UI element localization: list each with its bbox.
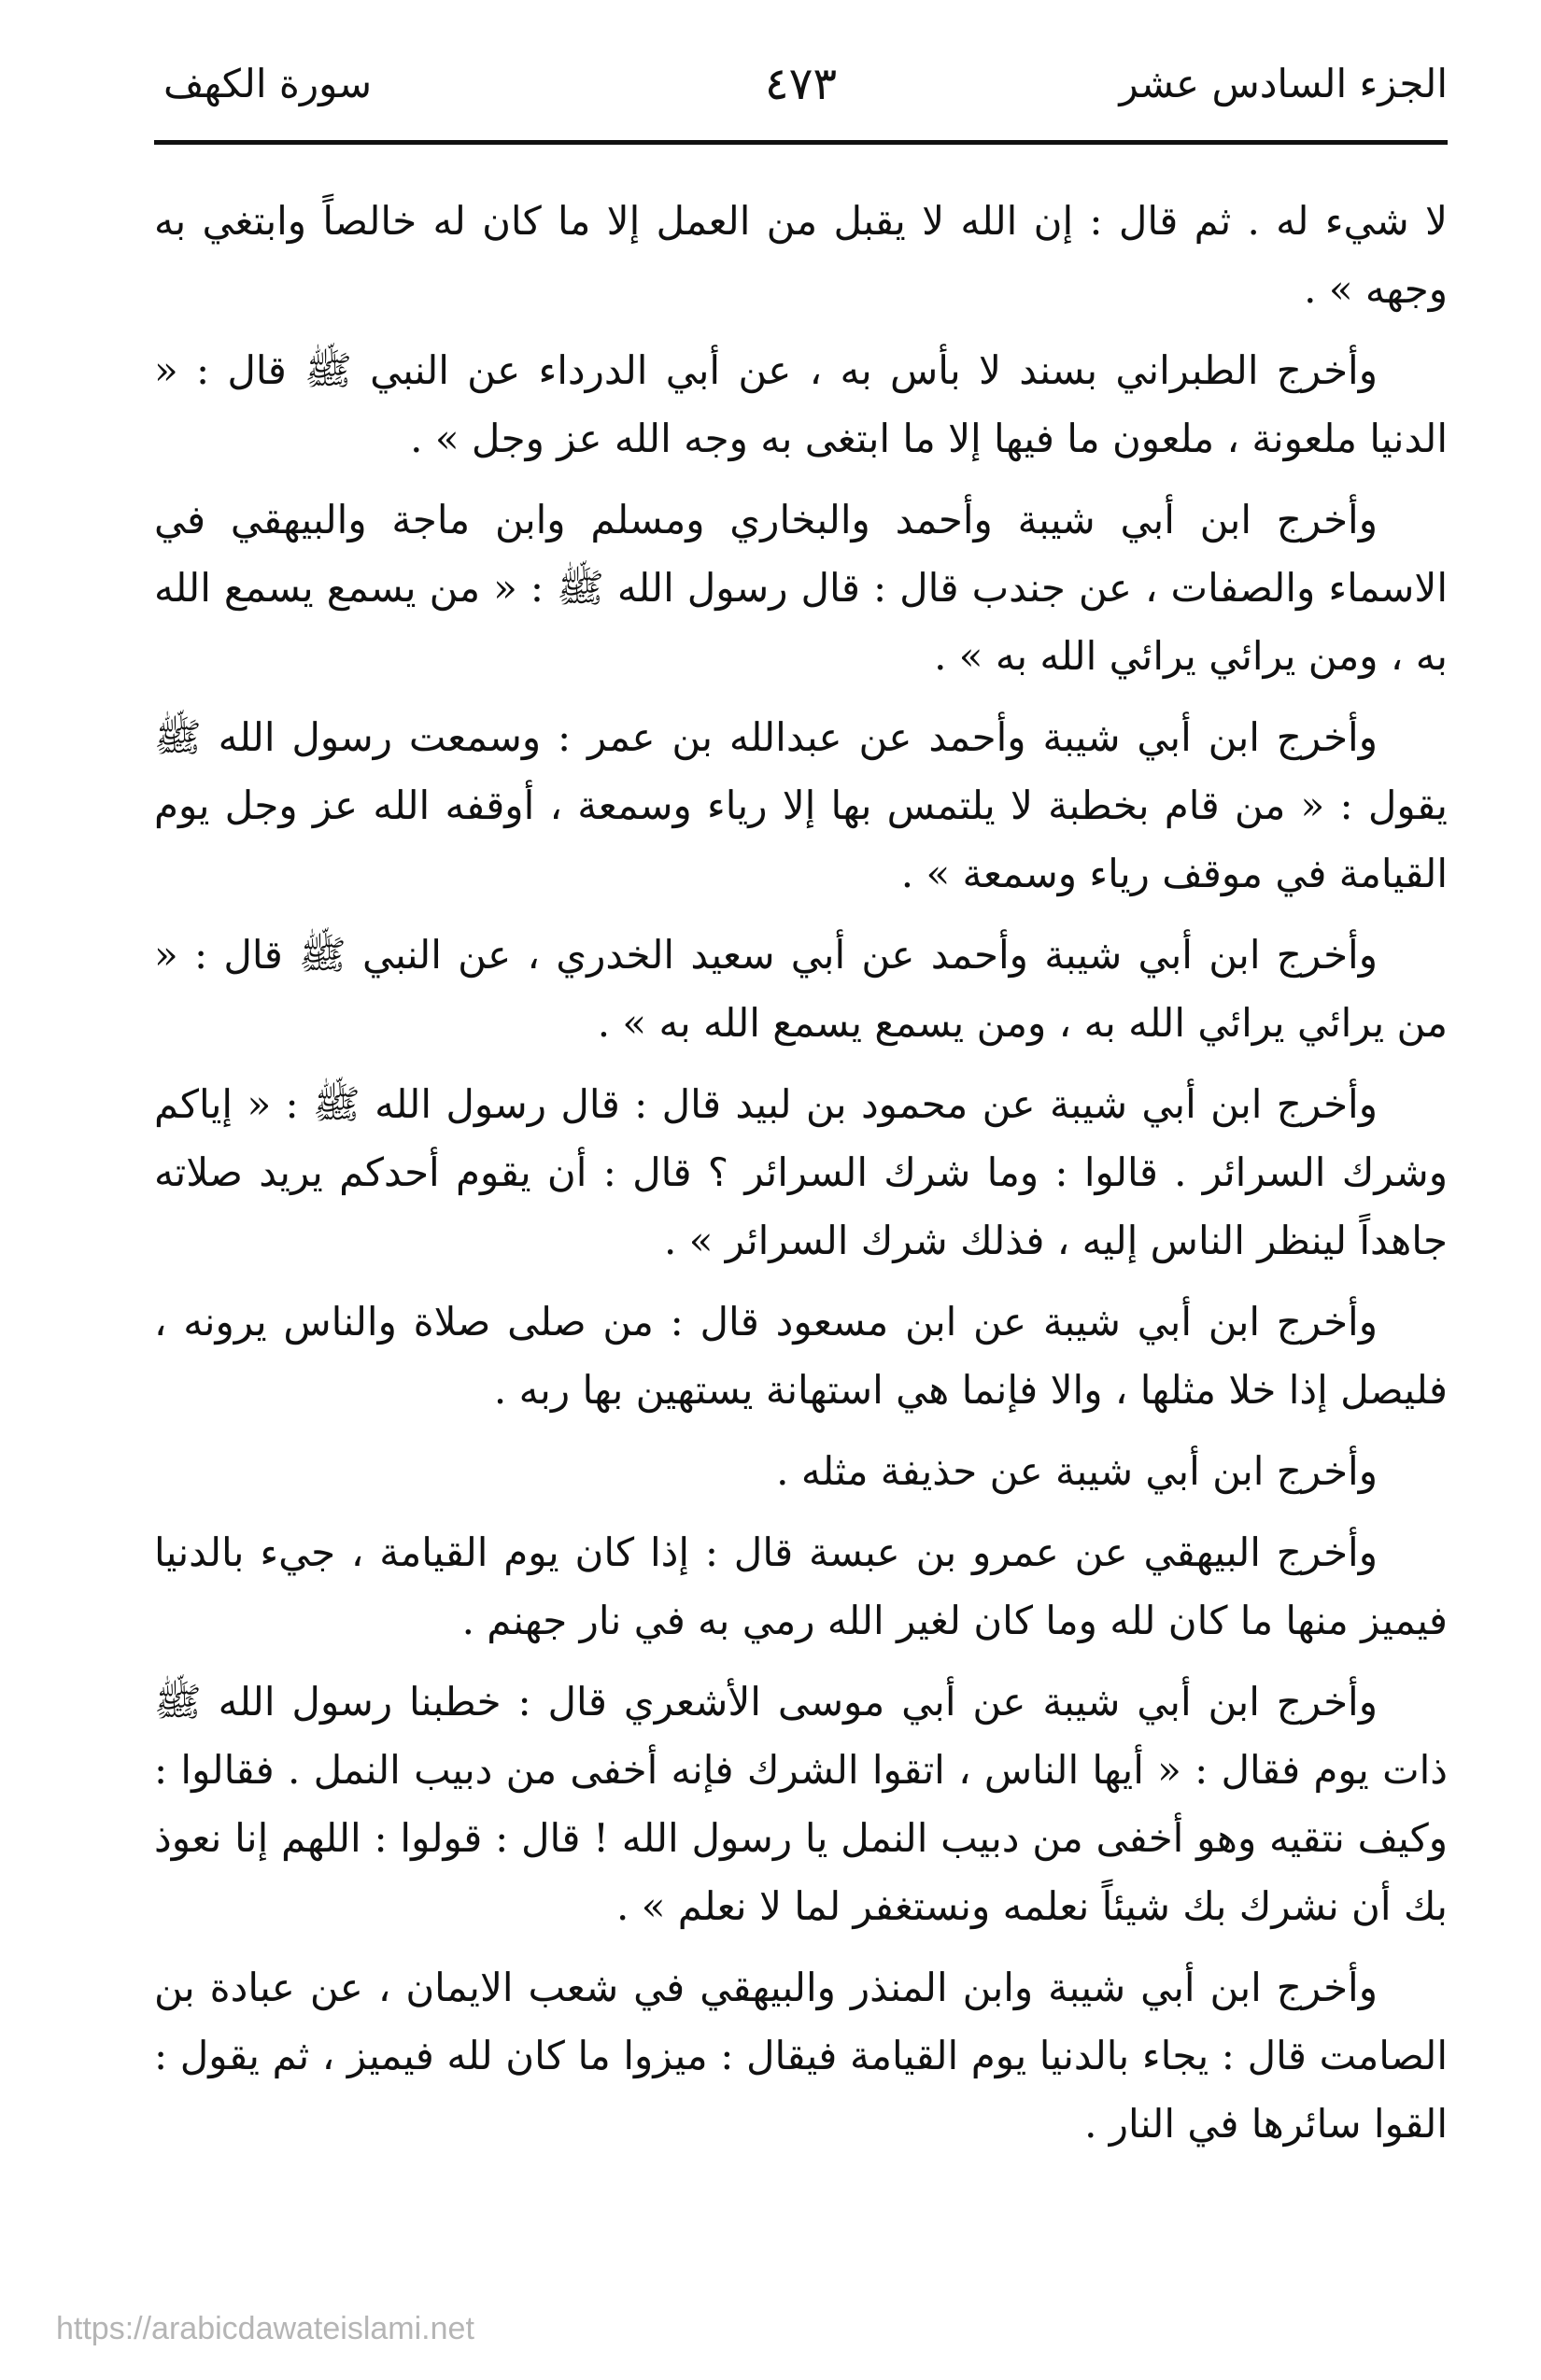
paragraph-ubada: وأخرج ابن أبي شيبة وابن المنذر والبيهقي في شعب الايمان ، عن عبادة بن الصامت قال : يجاء بالدنيا يوم القيامة فيقال : ميزوا ما كان لله فيميز ، ثم يقول : القوا سائرها في النار .	[154, 1965, 1448, 2147]
watermark-url: https://arabicdawateislami.net	[56, 2311, 474, 2346]
paragraph-amr-bin-abasa: وأخرج البيهقي عن عمرو بن عبسة قال : إذا كان يوم القيامة ، جيء بالدنيا فيميز منها ما كان لله وما كان لغير الله رمي به في نار جهنم .	[154, 1529, 1448, 1643]
paragraph-ibn-umar: وأخرج ابن أبي شيبة وأحمد عن عبدالله بن عمر : وسمعت رسول الله ﷺ يقول : « من قام بخطبة لا يلتمس بها إلا رياء وسمعة ، أوقفه الله عز وجل يوم القيامة في موقف رياء وسمعة » .	[154, 714, 1448, 896]
page-number: ٤٧٣	[764, 58, 838, 110]
header-rule	[154, 140, 1448, 145]
paragraph-jundub: وأخرج ابن أبي شيبة وأحمد والبخاري ومسلم وابن ماجة والبيهقي في الاسماء والصفات ، عن جندب قال : قال رسول الله ﷺ : « من يسمع يسمع الله به ، ومن يرائي يرائي الله به » .	[154, 497, 1448, 679]
running-head-part: الجزء السادس عشر	[1119, 61, 1448, 106]
page-body	[154, 187, 1448, 2171]
paragraph-tabarani: وأخرج الطبراني بسند لا بأس به ، عن أبي الدرداء عن النبي ﷺ قال : « الدنيا ملعونة ، ملعون ما فيها إلا ما ابتغى به وجه الله عز وجل » .	[154, 347, 1448, 461]
paragraph-abu-musa: وأخرج ابن أبي شيبة عن أبي موسى الأشعري قال : خطبنا رسول الله ﷺ ذات يوم فقال : « أيها الناس ، اتقوا الشرك فإنه أخفى من دبيب النمل . فقالوا : وكيف نتقيه وهو أخفى من دبيب النمل يا رسول الله ! قال : قولوا : اللهم إنا نعوذ بك أن نشرك بك شيئاً نعلمه ونستغفر لما لا نعلم » .	[154, 1679, 1448, 1929]
paragraph-mahmud-bin-labid: وأخرج ابن أبي شيبة عن محمود بن لبيد قال : قال رسول الله ﷺ : « إياكم وشرك السرائر . قالوا : وما شرك السرائر ؟ قال : أن يقوم أحدكم يريد صلاته جاهداً لينظر الناس إليه ، فذلك شرك السرائر » .	[154, 1081, 1448, 1263]
page-header	[154, 49, 1448, 133]
running-head-surah: سورة الكهف	[163, 61, 373, 106]
paragraph-abu-said: وأخرج ابن أبي شيبة وأحمد عن أبي سعيد الخدري ، عن النبي ﷺ قال : « من يرائي يرائي الله به ، ومن يسمع يسمع الله به » .	[154, 932, 1448, 1046]
paragraph-hudhayfa: وأخرج ابن أبي شيبة عن حذيفة مثله .	[776, 1448, 1378, 1494]
paragraph-continuation: لا شيء له . ثم قال : إن الله لا يقبل من العمل إلا ما كان له خالصاً وابتغي به وجهه » .	[154, 198, 1448, 312]
paragraph-ibn-masud: وأخرج ابن أبي شيبة عن ابن مسعود قال : من صلى صلاة والناس يرونه ، فليصل إذا خلا مثلها ، والا فإنما هي استهانة يستهين بها ربه .	[154, 1299, 1448, 1413]
